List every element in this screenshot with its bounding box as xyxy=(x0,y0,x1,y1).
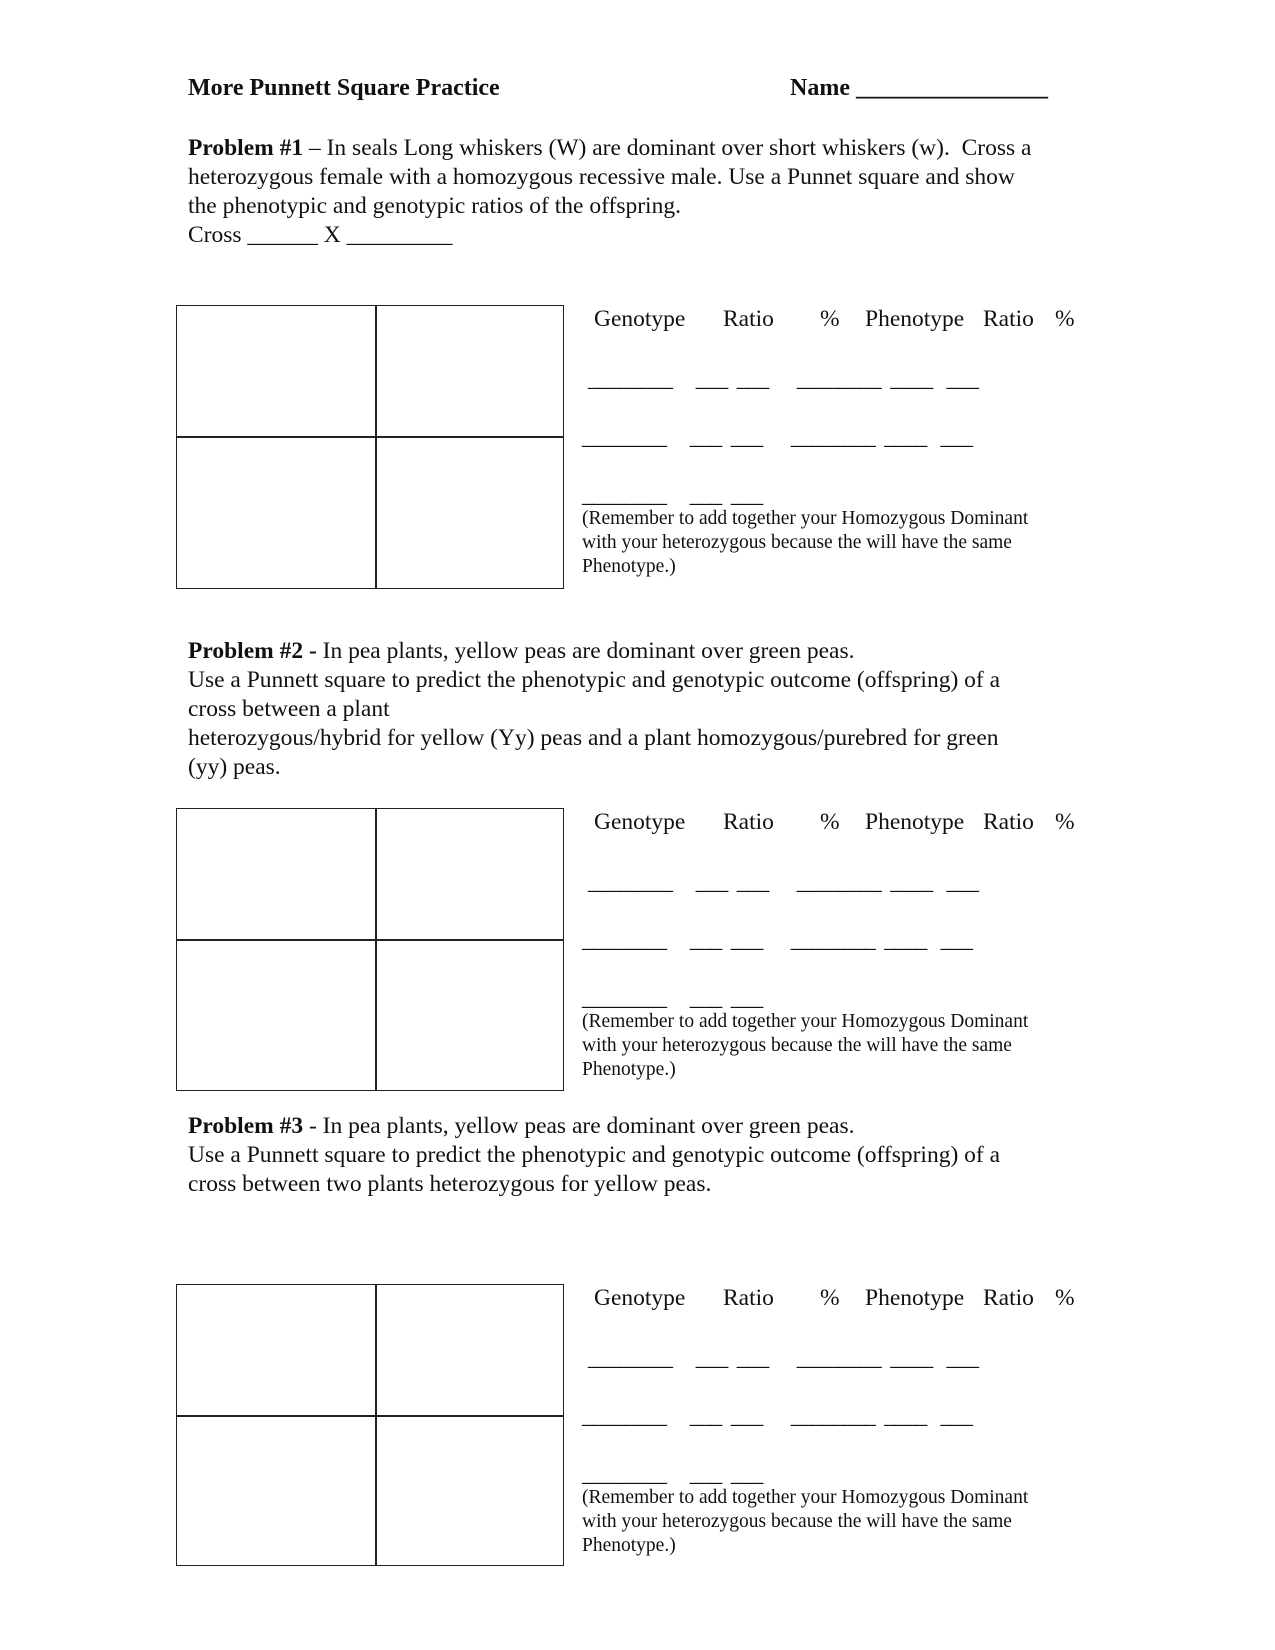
percent-header: % xyxy=(820,1285,840,1311)
ratio-header: Ratio xyxy=(723,1285,774,1311)
grid-divider xyxy=(177,436,563,438)
percent-header: % xyxy=(1055,306,1075,332)
answer-blank-row[interactable]: ________ ___ ___ xyxy=(582,1461,763,1486)
answer-blank-row[interactable]: ________ ___ ___ ________ ____ ___ xyxy=(582,1403,972,1428)
answer-blank-row[interactable]: ________ ___ ___ xyxy=(582,482,763,507)
page-title: More Punnett Square Practice xyxy=(188,75,500,101)
answer-blank-row[interactable]: ________ ___ ___ ________ ____ ___ xyxy=(588,869,978,894)
punnett-square-1[interactable] xyxy=(176,305,564,589)
ratio-header: Ratio xyxy=(723,809,774,835)
punnett-square-2[interactable] xyxy=(176,808,564,1091)
cross-blank[interactable]: Cross ______ X _________ xyxy=(188,222,453,248)
genotype-header: Genotype xyxy=(594,306,686,332)
ratio-header: Ratio xyxy=(983,306,1034,332)
answer-blank-row[interactable]: ________ ___ ___ ________ ____ ___ xyxy=(582,424,972,449)
grid-divider xyxy=(375,1285,377,1565)
answer-blank-row[interactable]: ________ ___ ___ ________ ____ ___ xyxy=(582,927,972,952)
problem-3-text: Problem #3 - In pea plants, yellow peas are dominant over green peas. Use a Punnett square to predict the phenotypic and genotypic outcome (offspring) of a cross between two plants heterozygous for yellow peas. xyxy=(188,1113,1001,1197)
grid-divider xyxy=(177,1415,563,1417)
problem-1-text: Problem #1 – In seals Long whiskers (W) are dominant over short whiskers (w). Cross a heterozygous female with a homozygous recessive male. Use a Punnet square and show the phenotypic and genotypic ratios of the offspring. Cross ______ X _________ xyxy=(188,135,1032,248)
answer-blank-row[interactable]: ________ ___ ___ ________ ____ ___ xyxy=(588,1345,978,1370)
percent-header: % xyxy=(1055,809,1075,835)
phenotype-header: Phenotype xyxy=(865,306,965,332)
genotype-header: Genotype xyxy=(594,809,686,835)
percent-header: % xyxy=(820,306,840,332)
ratio-header: Ratio xyxy=(723,306,774,332)
problem-1-label: Problem #1 xyxy=(188,135,304,161)
grid-divider xyxy=(375,809,377,1090)
punnett-square-3[interactable] xyxy=(176,1284,564,1566)
grid-divider xyxy=(177,939,563,941)
problem-2-text: Problem #2 - In pea plants, yellow peas are dominant over green peas. Use a Punnett square to predict the phenotypic and genotypic outcome (offspring) of a cross between a plant heterozygous/hybrid for yellow (Yy) peas and a plant homozygous/purebred for green (yy) peas. xyxy=(188,638,1001,780)
problem-3-label: Problem #3 xyxy=(188,1113,304,1139)
answer-blank-row[interactable]: ________ ___ ___ ________ ____ ___ xyxy=(588,366,978,391)
reminder-note: (Remember to add together your Homozygous Dominant with your heterozygous because the will have the same Phenotype.) xyxy=(582,1487,1029,1556)
reminder-note: (Remember to add together your Homozygous Dominant with your heterozygous because the will have the same Phenotype.) xyxy=(582,508,1029,577)
phenotype-header: Phenotype xyxy=(865,809,965,835)
grid-divider xyxy=(375,306,377,588)
genotype-header: Genotype xyxy=(594,1285,686,1311)
answer-blank-row[interactable]: ________ ___ ___ xyxy=(582,985,763,1010)
percent-header: % xyxy=(820,809,840,835)
ratio-header: Ratio xyxy=(983,1285,1034,1311)
reminder-note: (Remember to add together your Homozygous Dominant with your heterozygous because the will have the same Phenotype.) xyxy=(582,1011,1029,1080)
ratio-header: Ratio xyxy=(983,809,1034,835)
percent-header: % xyxy=(1055,1285,1075,1311)
phenotype-header: Phenotype xyxy=(865,1285,965,1311)
name-field[interactable]: Name ________________ xyxy=(790,75,1048,101)
problem-2-label: Problem #2 - xyxy=(188,638,317,664)
